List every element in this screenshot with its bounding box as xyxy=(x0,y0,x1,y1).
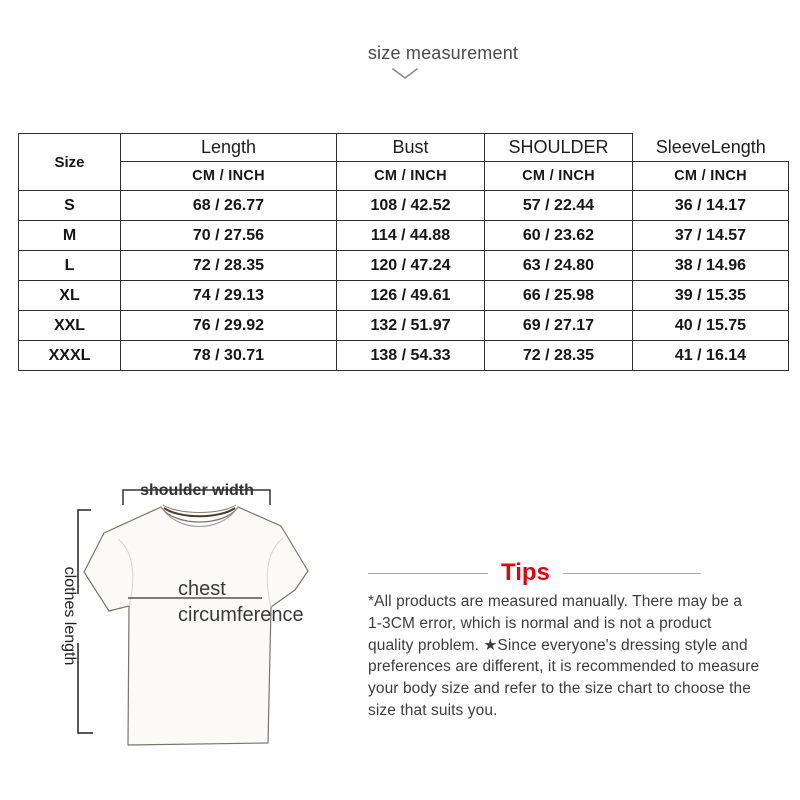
size-cell: XL xyxy=(19,281,121,311)
tips-heading: Tips xyxy=(501,559,550,586)
unit-cell-bust: CM / INCH xyxy=(337,162,485,191)
value-cell: 39 / 15.35 xyxy=(633,281,789,311)
value-cell: 37 / 14.57 xyxy=(633,221,789,251)
size-table-body xyxy=(19,191,789,371)
value-cell: 66 / 25.98 xyxy=(485,281,633,311)
clothes-length-bracket-top xyxy=(78,510,91,594)
value-cell: 38 / 14.96 xyxy=(633,251,789,281)
value-cell: 108 / 42.52 xyxy=(337,191,485,221)
clothes-length-label: clothes length xyxy=(61,566,78,666)
value-cell: 126 / 49.61 xyxy=(337,281,485,311)
chest-label-line2: circumference xyxy=(178,604,304,626)
collar-top-line xyxy=(163,505,236,513)
value-cell: 76 / 29.92 xyxy=(121,311,337,341)
table-row xyxy=(19,221,789,251)
shoulder-width-label: shoulder width xyxy=(140,482,254,499)
unit-cell-length: CM / INCH xyxy=(121,162,337,191)
size-table xyxy=(18,133,789,371)
tips-body-text: *All products are measured manually. There may be a 1-3CM error, which is normal and is not a product quality problem. ★Since everyone's dressing style and preferences are different, it is recommended to measure your body size and refer to the size chart to choose the size that suits you. xyxy=(368,593,760,719)
unit-cell-sleevelength: CM / INCH xyxy=(633,162,789,191)
column-header-sleevelength: SleeveLength xyxy=(633,134,789,162)
tips-divider-left xyxy=(368,573,488,574)
size-cell: L xyxy=(19,251,121,281)
tips-section xyxy=(368,560,763,722)
value-cell: 36 / 14.17 xyxy=(633,191,789,221)
size-cell: XXL xyxy=(19,311,121,341)
value-cell: 41 / 16.14 xyxy=(633,341,789,371)
size-table-header xyxy=(19,134,789,191)
chest-label-line1: chest xyxy=(178,578,226,600)
unit-cell-shoulder: CM / INCH xyxy=(485,162,633,191)
tshirt-measurement-diagram xyxy=(40,455,360,775)
value-cell: 114 / 44.88 xyxy=(337,221,485,251)
table-row xyxy=(19,341,789,371)
column-header-length: Length xyxy=(121,134,337,162)
chevron-down-icon[interactable] xyxy=(391,67,419,81)
tips-heading-row xyxy=(368,560,763,586)
column-header-shoulder: SHOULDER xyxy=(485,134,633,162)
table-row xyxy=(19,191,789,221)
value-cell: 132 / 51.97 xyxy=(337,311,485,341)
value-cell: 74 / 29.13 xyxy=(121,281,337,311)
size-cell: S xyxy=(19,191,121,221)
value-cell: 68 / 26.77 xyxy=(121,191,337,221)
value-cell: 78 / 30.71 xyxy=(121,341,337,371)
value-cell: 72 / 28.35 xyxy=(485,341,633,371)
value-cell: 70 / 27.56 xyxy=(121,221,337,251)
page-title: size measurement xyxy=(367,43,519,63)
tips-divider-right xyxy=(563,573,701,574)
clothes-length-bracket-bottom xyxy=(78,643,93,733)
value-cell: 63 / 24.80 xyxy=(485,251,633,281)
value-cell: 72 / 28.35 xyxy=(121,251,337,281)
size-cell: M xyxy=(19,221,121,251)
value-cell: 120 / 47.24 xyxy=(337,251,485,281)
column-header-bust: Bust xyxy=(337,134,485,162)
value-cell: 60 / 23.62 xyxy=(485,221,633,251)
value-cell: 138 / 54.33 xyxy=(337,341,485,371)
table-row xyxy=(19,281,789,311)
column-header-size: Size xyxy=(19,134,121,191)
size-cell: XXXL xyxy=(19,341,121,371)
table-row xyxy=(19,251,789,281)
value-cell: 57 / 22.44 xyxy=(485,191,633,221)
value-cell: 40 / 15.75 xyxy=(633,311,789,341)
tshirt-outline xyxy=(84,507,308,745)
value-cell: 69 / 27.17 xyxy=(485,311,633,341)
table-row xyxy=(19,311,789,341)
